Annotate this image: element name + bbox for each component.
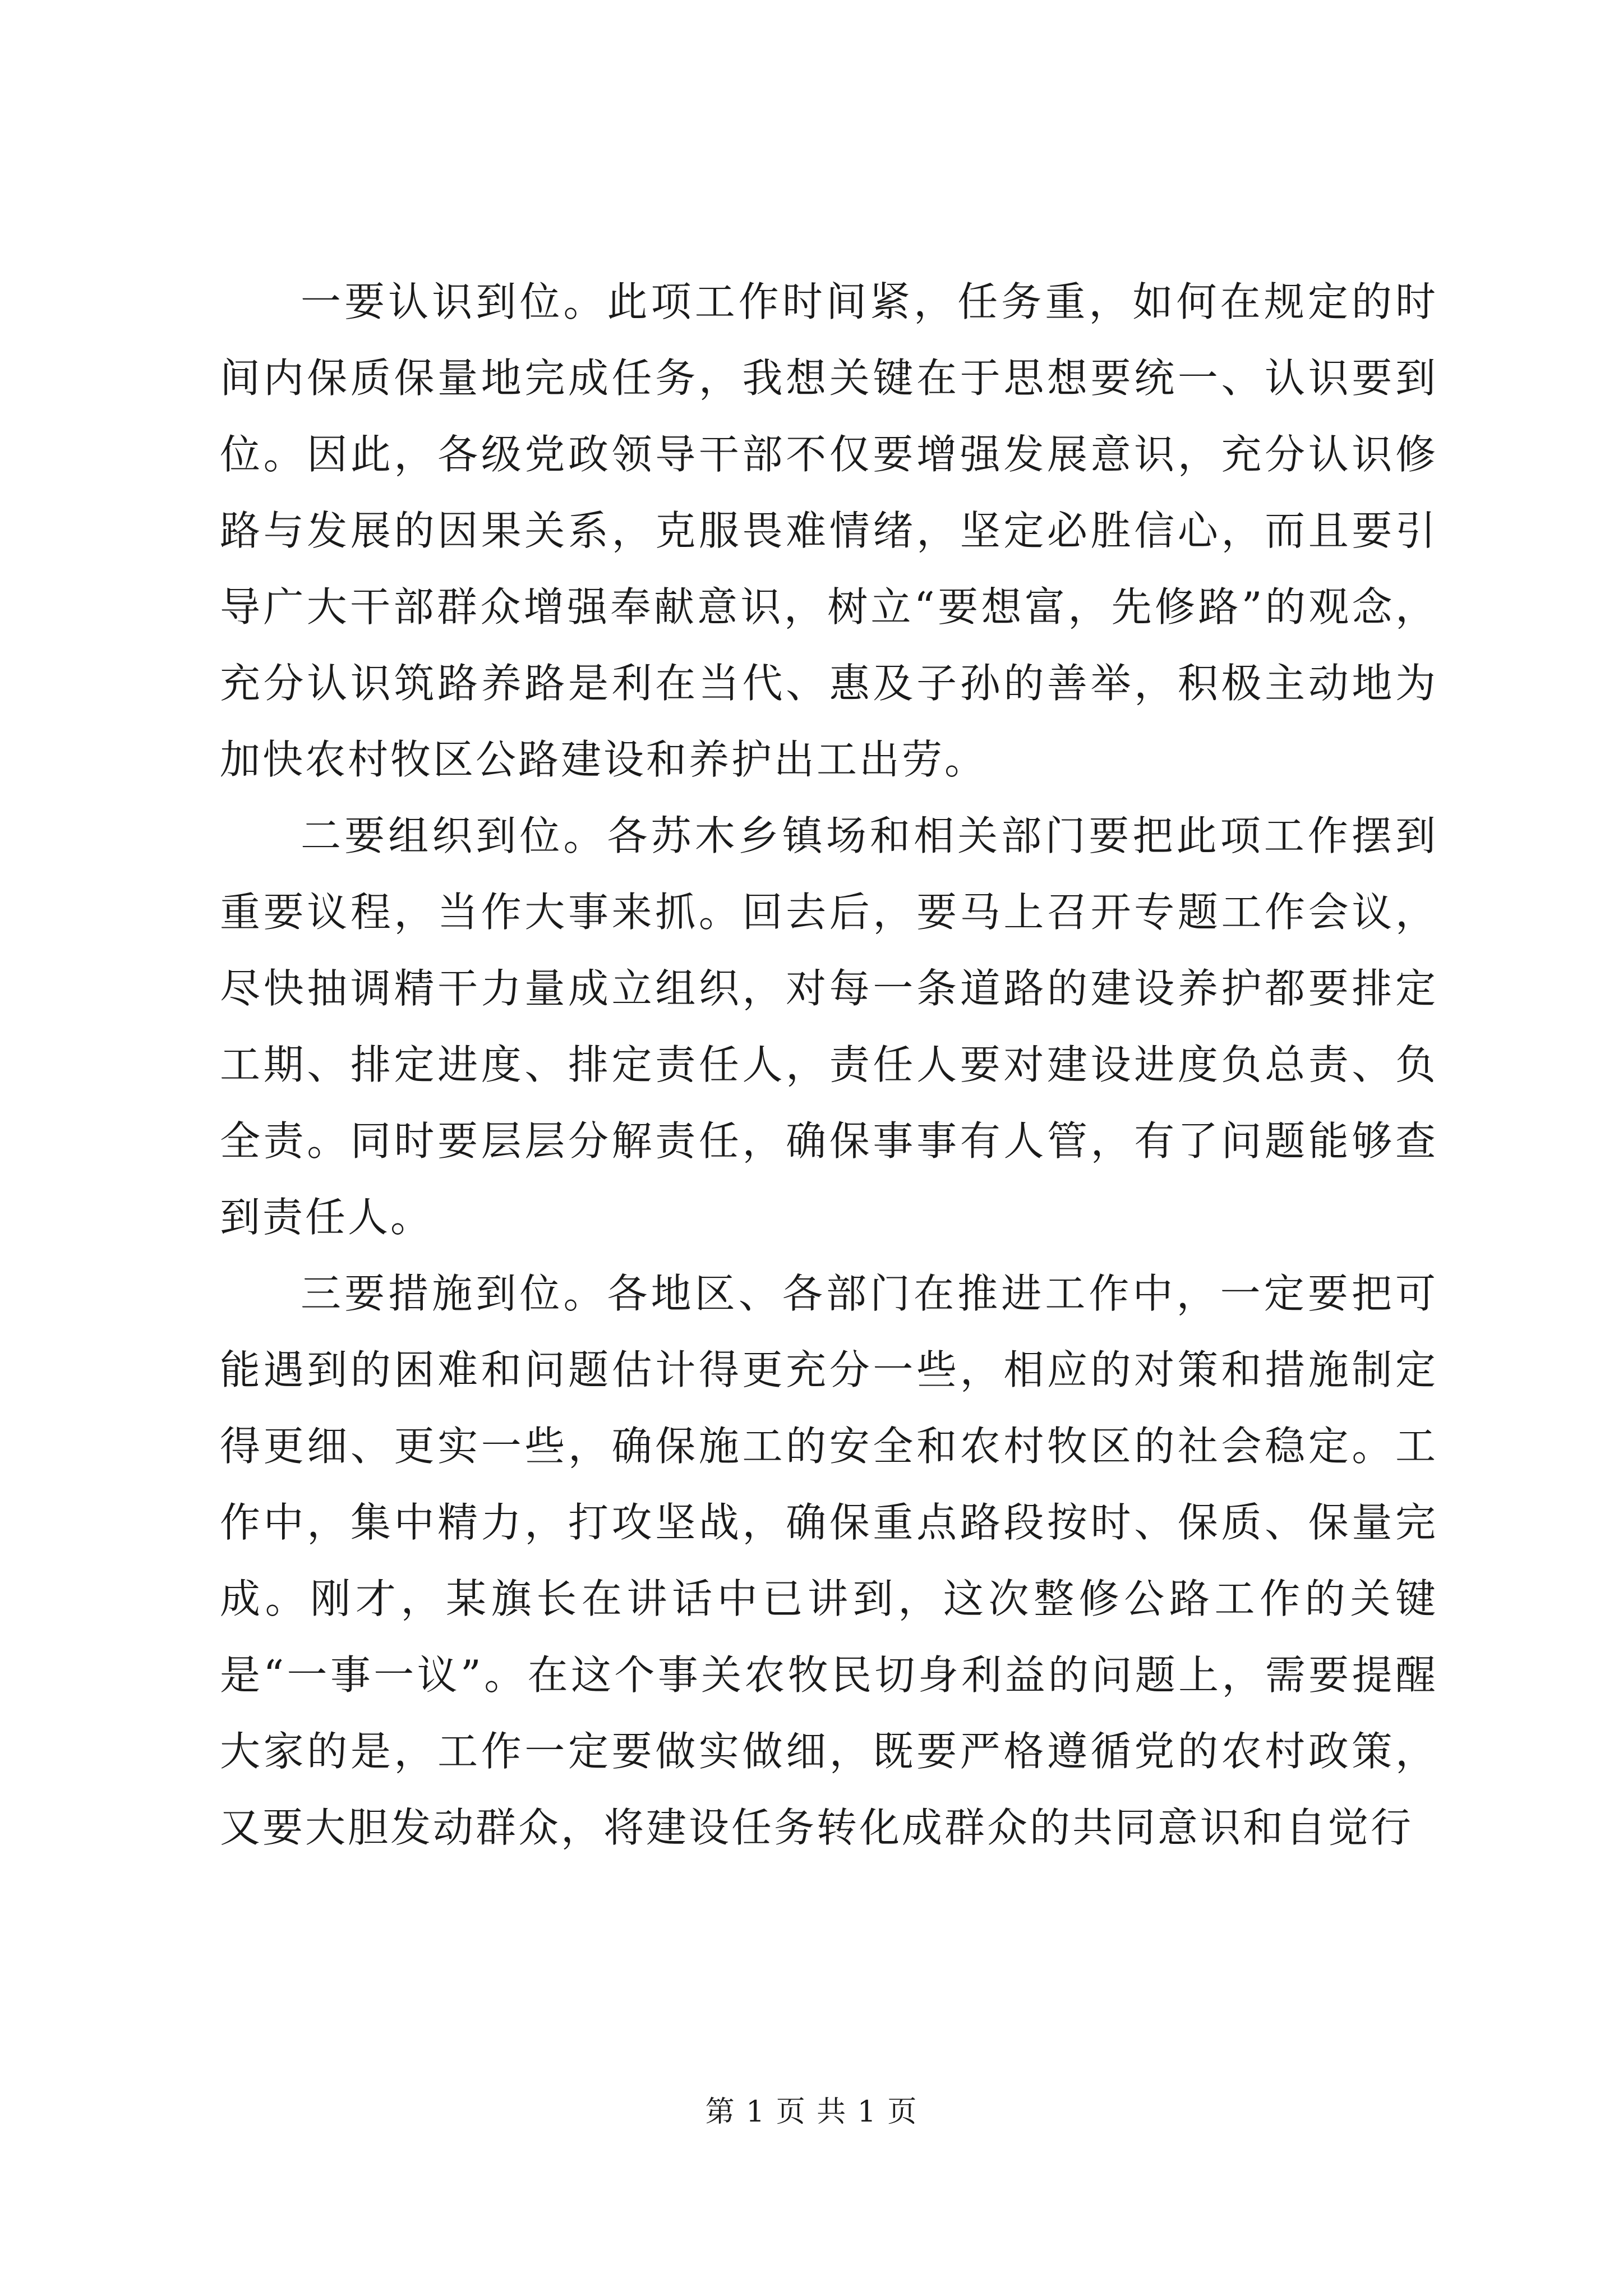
- paragraph-1: 一要认识到位。此项工作时间紧，任务重，如何在规定的时间内保质保量地完成任务，我想关键在于思想要统一、认识要到位。因此，各级党政领导干部不仅要增强发展意识，充分认识修路与发展的因果关系，克服畏难情绪，坚定必胜信心，而且要引导广大干部群众增强奉献意识，树立“要想富，先修路”的观念，充分认识筑路养路是利在当代、惠及子孙的善举，积极主动地为加快农村牧区公路建设和养护出工出劳。: [220, 278, 1438, 783]
- paragraph-3: 三要措施到位。各地区、各部门在推进工作中，一定要把可能遇到的困难和问题估计得更充分一些，相应的对策和措施制定得更细、更实一些，确保施工的安全和农村牧区的社会稳定。工作中，集中精力，打攻坚战，确保重点路段按时、保质、保量完成。刚才，某旗长在讲话中已讲到，这次整修公路工作的关键是“一事一议”。在这个事关农牧民切身利益的问题上，需要提醒大家的是，工作一定要做实做细，既要严格遵循党的农村政策，又要大胆发动群众，将建设任务转化成群众的共同意识和自觉行: [220, 1270, 1438, 1851]
- page-footer: 第 1 页 共 1 页: [705, 2095, 918, 2129]
- paragraph-2: 二要组织到位。各苏木乡镇场和相关部门要把此项工作摆到重要议程，当作大事来抓。回去后，要马上召开专题工作会议，尽快抽调精干力量成立组织，对每一条道路的建设养护都要排定工期、排定进度、排定责任人，责任人要对建设进度负总责、负全责。同时要层层分解责任，确保事事有人管，有了问题能够查到责任人。: [220, 812, 1438, 1241]
- document-body: [220, 264, 1438, 1866]
